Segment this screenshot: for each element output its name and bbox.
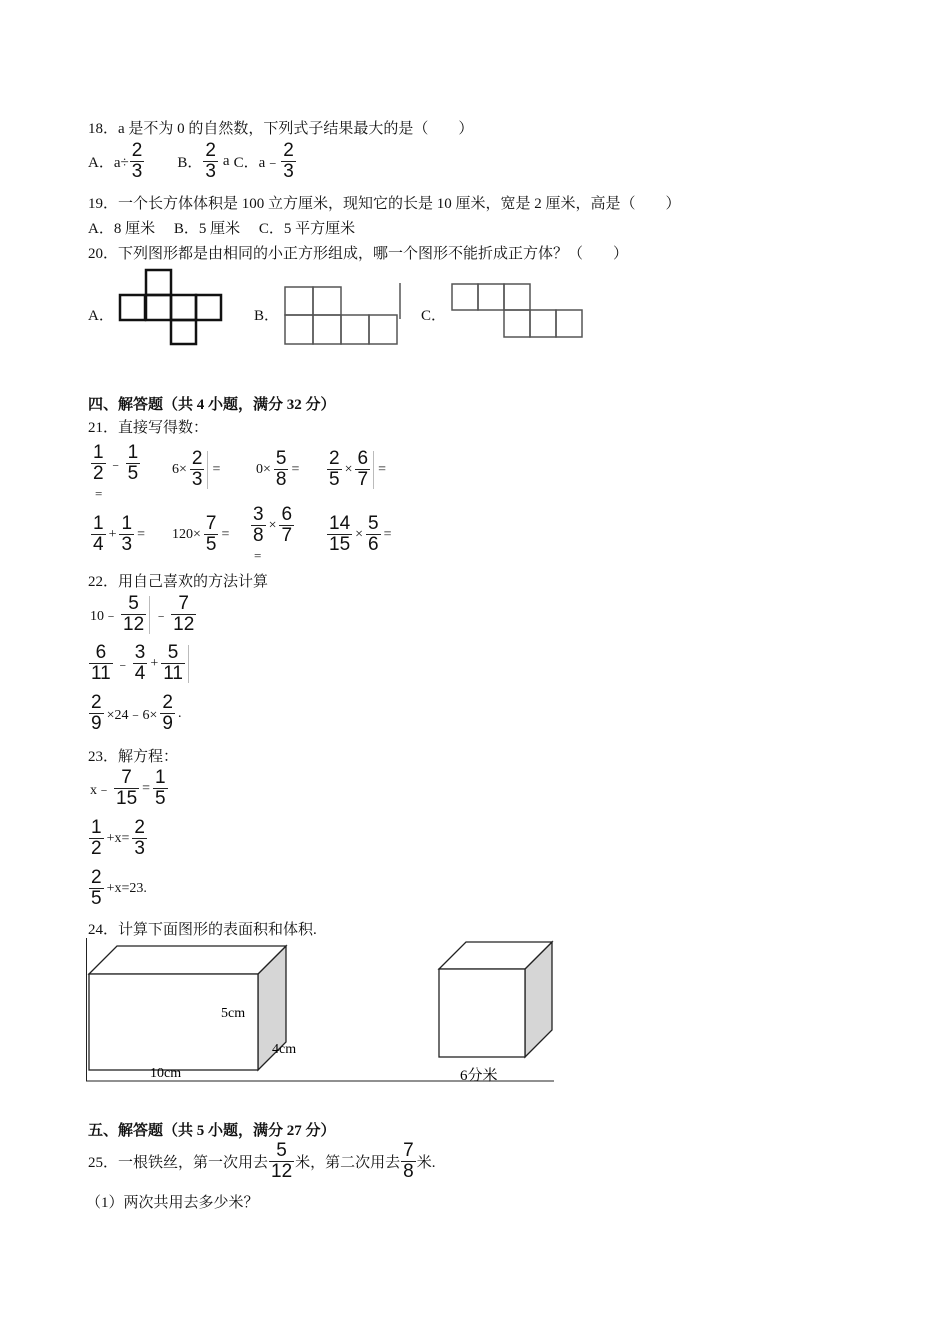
q24-cuboid-height-label: 5cm — [221, 1006, 246, 1021]
q21-r1-expr1: 1 2 ﹣ 1 5 — [93, 442, 139, 484]
q24-cuboid — [89, 946, 286, 1070]
q25-sub-question-1: （1）两次共用去多少米？ — [86, 1195, 259, 1211]
q18-stem: 18．a 是不为 0 的自然数，下列式子结果最大的是（ ） — [88, 121, 474, 137]
q23-eq3: 2 5 +x=23. — [91, 867, 147, 909]
q20-label-a: A． — [88, 308, 114, 324]
q22-expr1: 10﹣ 5 12 ﹣ 7 12 — [90, 593, 195, 635]
q24-cuboid-width-label: 4cm — [272, 1042, 297, 1057]
q20-label-b: B． — [254, 308, 280, 324]
q18-option-b-tail: a — [222, 153, 230, 169]
q18-option-a-fraction: $\frac{2}{3}$ — [131, 140, 143, 182]
q18-option-c-label: C．a﹣ — [233, 155, 281, 171]
q20-figure-c — [450, 282, 586, 340]
q24-cuboid-length-label: 10cm — [150, 1066, 182, 1081]
q18-options — [88, 141, 297, 182]
q18-option-a-label: A．a÷ — [88, 155, 129, 171]
q22-expr3: $\frac{2}{9}$ ×24﹣6× $\frac{2}{9}$ . — [91, 692, 182, 734]
q24-stem: 24．计算下面图形的表面积和体积. — [88, 922, 317, 938]
q18-option-c-fraction: 2 3 — [283, 140, 294, 182]
q22-stem: 22．用自己喜欢的方法计算 — [88, 574, 269, 590]
q23-eq2: 1 2 +x= $\frac{2}{3}$ — [91, 817, 145, 859]
q21-r2-expr2: 120× $\frac{7}{5}$ = — [172, 513, 230, 555]
q21-r1-expr2: 6× $\frac{2}{3}$ = — [172, 448, 221, 490]
q21-r2-expr3: $\frac{3}{8}$ × $\frac{6}{7}$ — [253, 504, 293, 546]
q23-eq1: x﹣ $\frac{7}{15}$ = $\frac{1}{5}$ — [90, 767, 166, 809]
section-4-title: 四、解答题（共 4 小题，满分 32 分） — [88, 397, 336, 413]
q20-figure-b — [283, 283, 403, 348]
q21-r1-expr1-equals: = — [95, 486, 103, 501]
q22-expr2: 6 11 ﹣ 3 4 + $\frac{5}{11}$ — [88, 643, 191, 684]
q20-stem: 20．下列图形都是由相同的小正方形组成，哪一个图形不能折成正方体？（ ） — [88, 246, 629, 262]
q20-label-c: C． — [421, 308, 447, 324]
q23-stem: 23．解方程： — [88, 749, 179, 765]
q21-stem: 21．直接写得数： — [88, 420, 209, 436]
q24-cube-edge-label: 6分米 — [460, 1068, 498, 1084]
section-5-title: 五、解答题（共 5 小题，满分 27 分） — [88, 1123, 336, 1139]
q24-cube — [439, 942, 552, 1057]
q21-r1-expr3: 0× $\frac{5}{8}$ = — [256, 448, 300, 490]
q20-figure-a — [118, 268, 224, 346]
q21-r2-expr4: $\frac{14}{15}$ × $\frac{5}{6}$ = — [329, 513, 392, 555]
q21-r2-expr3-equals: = — [254, 548, 262, 563]
q18-option-b-fraction: 2 3 — [205, 140, 216, 182]
q19-options: A．8 厘米 B．5 厘米 C．5 平方厘米 — [88, 221, 356, 237]
q21-r2-expr1: 1 4 + $\frac{1}{3}$ = — [93, 513, 145, 555]
q25-stem: 25．一根铁丝，第一次用去 5 12 米，第二次用去 7 8 米. — [88, 1140, 436, 1182]
q18-option-b-label: B． — [177, 155, 203, 171]
q24-figures — [86, 938, 558, 1086]
q19-stem: 19．一个长方体体积是 100 立方厘米，现知它的长是 10 厘米，宽是 2 厘米，高是（ ） — [88, 196, 681, 212]
q21-r1-expr4: $\frac{2}{5}$ × $\frac{6}{7}$ = — [329, 448, 386, 490]
